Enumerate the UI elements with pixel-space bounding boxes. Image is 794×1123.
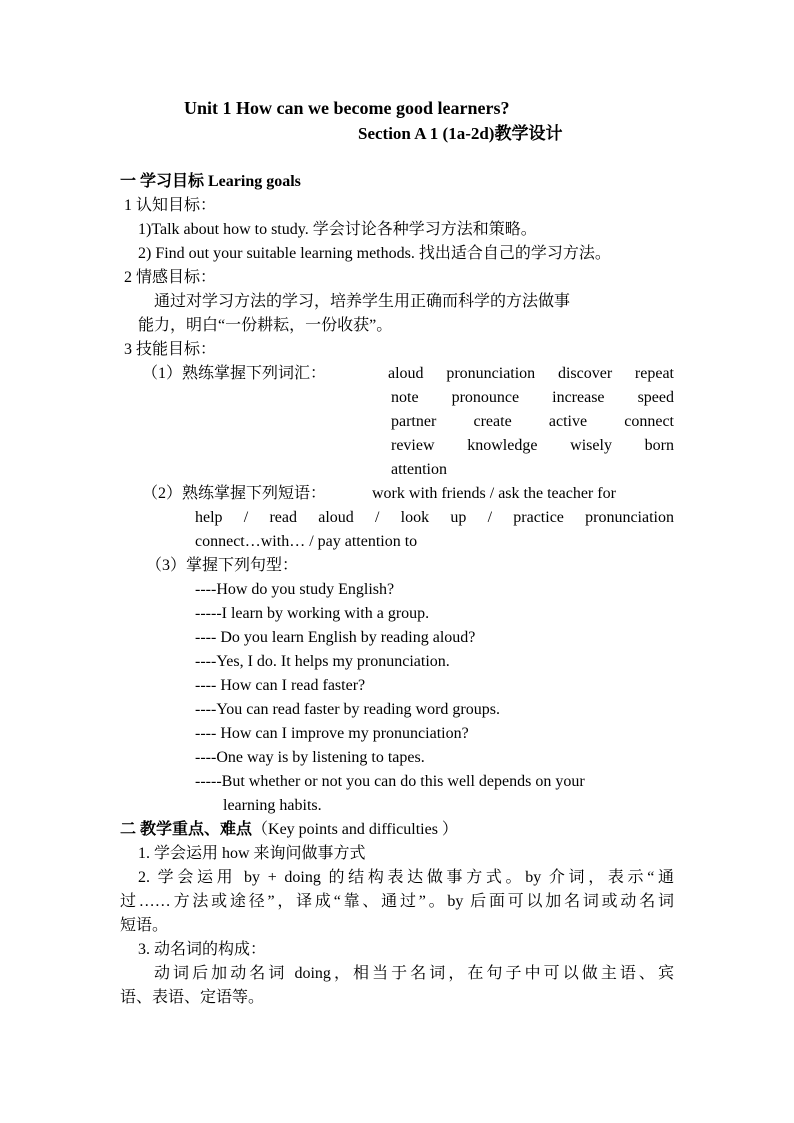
key-point-2-line-2: 过……方法或途径”，译成“靠、通过”。by 后面可以加名词或动名词 [120,893,674,910]
vocab-line-3: partner create active connect [391,413,674,430]
cognitive-goal-1: 1)Talk about how to study. 学会讨论各种学习方法和策略。 [138,221,537,238]
key-point-1: 1. 学会运用 how 来询问做事方式 [138,845,366,862]
section1-heading: 一 学习目标 Learing goals [120,173,301,190]
phrases-line-1: work with friends / ask the teacher for [372,485,616,502]
section2-heading-main: 二 教学重点、难点 [120,821,253,838]
document-subtitle: Section A 1 (1a-2d)教学设计 [358,124,563,143]
cognitive-goal-2: 2) Find out your suitable learning methods. 找出适合自己的学习方法。 [138,245,611,262]
phrases-line-3: connect…with… / pay attention to [195,533,418,550]
cognitive-goals-label: 1 认知目标： [124,197,217,214]
sentence-7: ---- How can I improve my pronunciation? [195,725,469,742]
vocab-line-2: note pronounce increase speed [391,389,674,406]
key-point-2-line-1: 2. 学会运用 by + doing 的结构表达做事方式。by 介词，表示“通 [138,869,674,886]
sentence-6: ----You can read faster by reading word groups. [195,701,500,718]
sentence-9: -----But whether or not you can do this well depends on your [195,773,585,790]
phrases-line-2: help / read aloud / look up / practice pronunciation [195,509,674,526]
key-point-2-line-3: 短语。 [120,917,169,934]
sentence-4: ----Yes, I do. It helps my pronunciation. [195,653,450,670]
section2-heading-english: （Key points and difficulties ） [252,821,458,838]
section2-heading [120,820,458,840]
key-point-3: 3. 动名词的构成： [138,941,267,958]
sentences-label: （3）掌握下列句型： [146,557,299,574]
sentence-5: ---- How can I read faster? [195,677,366,694]
emotional-goal-line-1: 通过对学习方法的学习，培养学生用正确而科学的方法做事 [154,293,571,310]
skill-goals-label: 3 技能目标： [124,341,217,358]
sentence-1: ----How do you study English? [195,581,395,598]
sentence-2: -----I learn by working with a group. [195,605,430,622]
vocab-label: （1）熟练掌握下列词汇： [142,365,327,382]
key-point-3-line-1: 动词后加动名词 doing，相当于名词，在句子中可以做主语、宾 [154,965,674,982]
vocab-line-4: review knowledge wisely born [391,437,674,454]
sentence-8: ----One way is by listening to tapes. [195,749,425,766]
vocab-line-5: attention [391,461,447,478]
emotional-goal-line-2: 能力，明白“一份耕耘，一份收获”。 [138,317,393,334]
emotional-goals-label: 2 情感目标： [124,269,217,286]
sentence-3: ---- Do you learn English by reading aloud? [195,629,476,646]
key-point-3-line-2: 语、表语、定语等。 [120,989,265,1006]
phrases-label: （2）熟练掌握下列短语： [142,485,327,502]
document-title: Unit 1 How can we become good learners? [184,98,510,118]
vocab-line-1: aloud pronunciation discover repeat [388,365,674,382]
sentence-9-continued: learning habits. [223,797,322,814]
